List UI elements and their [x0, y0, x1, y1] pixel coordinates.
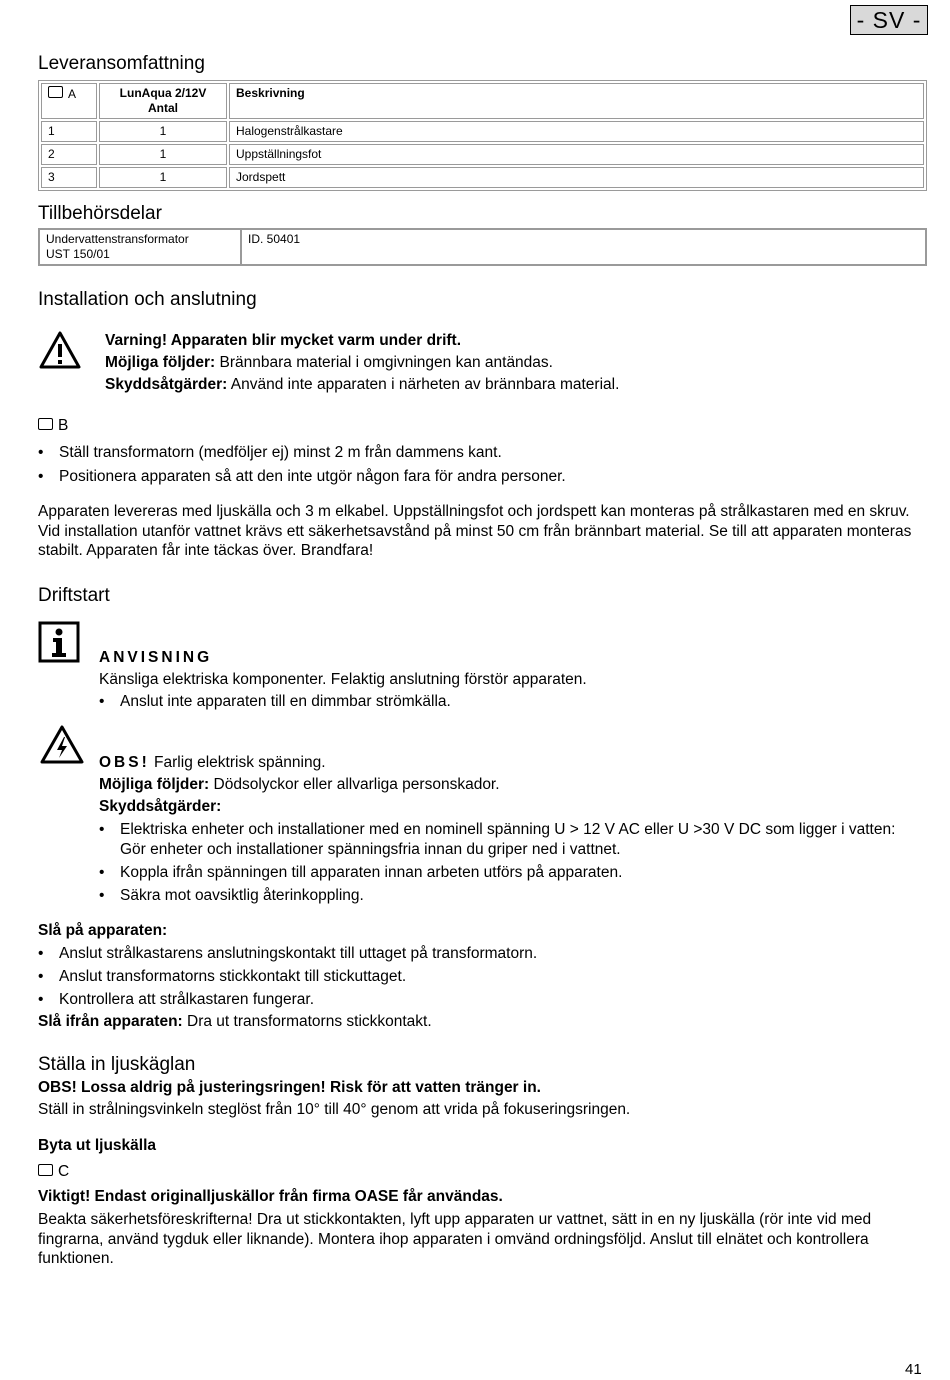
page-number: 41 — [905, 1361, 922, 1378]
accessory-id: ID. 50401 — [241, 229, 926, 265]
caution-title: OBS! Farlig elektrisk spänning. — [99, 754, 326, 771]
accessories-heading: Tillbehörsdelar — [38, 203, 162, 224]
table-row — [41, 167, 924, 188]
description-header: Beskrivning — [229, 83, 924, 119]
heat-consequences: Möjliga följder: Brännbara material i omgivningen kan antändas. — [105, 354, 553, 371]
accessories-table — [38, 228, 927, 266]
list-item: • Anslut inte apparaten till en dimmbar strömkälla. — [99, 693, 451, 710]
list-item: • Ställ transformatorn (medföljer ej) minst 2 m från dammens kant. — [38, 444, 502, 461]
installation-heading: Installation och anslutning — [38, 289, 257, 310]
pos-cell: 1 — [41, 121, 97, 142]
figure-box-icon — [38, 1164, 53, 1176]
qty-cell: 1 — [99, 121, 227, 142]
desc-cell: Halogenstrålkastare — [229, 121, 924, 142]
lamp-warning: Viktigt! Endast originalljuskällor från firma OASE får användas. — [38, 1188, 503, 1205]
switch-off-line: Slå ifrån apparaten: Dra ut transformatorns stickkontakt. — [38, 1013, 432, 1030]
qty-cell: 1 — [99, 167, 227, 188]
heat-warning-title: Varning! Apparaten blir mycket varm under drift. — [105, 332, 462, 349]
figure-box-icon — [38, 418, 53, 430]
table-row — [39, 229, 926, 265]
pos-cell: 3 — [41, 167, 97, 188]
table-header-row — [41, 83, 924, 119]
lamp-heading: Byta ut ljuskälla — [38, 1137, 157, 1154]
desc-cell: Uppställningsfot — [229, 144, 924, 165]
warning-triangle-icon — [38, 330, 82, 370]
beam-text: Ställ in strålningsvinkeln steglöst från 10° till 40° genom att vrida på fokuseringsringen. — [38, 1101, 631, 1118]
scope-heading: Leveransomfattning — [38, 53, 205, 74]
heat-measures: Skyddsåtgärder: Använd inte apparaten i närheten av brännbara material. — [105, 376, 620, 393]
switch-on-label: Slå på apparaten: — [38, 922, 168, 939]
list-item: • Koppla ifrån spänningen till apparaten innan arbeten utförs på apparaten. — [99, 864, 623, 881]
electric-hazard-icon — [39, 724, 85, 766]
installation-paragraph: Apparaten levereras med ljuskälla och 3 m elkabel. Uppställningsfot och jordspett kan monteras på strålkastaren med en skruv. Vid installation utanför vattnet krävs ett säkerhetsavstånd på minst 50 cm från brännbart material. Se till att apparaten monteras stabilt. Apparaten får inte täckas över. Brandfara! — [38, 503, 912, 559]
desc-cell: Jordspett — [229, 167, 924, 188]
scope-table — [38, 80, 927, 191]
qty-cell: 1 — [99, 144, 227, 165]
figure-ref-cell: A — [41, 83, 97, 119]
beam-warning: OBS! Lossa aldrig på justeringsringen! Risk för att vatten tränger in. — [38, 1079, 541, 1096]
caution-consequences: Möjliga följder: Dödsolyckor eller allvarliga personskador. — [99, 776, 500, 793]
list-item: • Anslut transformatorns stickkontakt till stickuttaget. — [38, 968, 407, 985]
list-item: • Elektriska enheter och installationer med en nominell spänning U > 12 V AC eller U >30 V DC som ligger i vatten: Gör enheter och installationer spänningsfria innan du griper ned i vattnet. — [99, 821, 896, 858]
list-item: • Anslut strålkastarens anslutningskontakt till uttaget på transformatorn. — [38, 945, 538, 962]
info-icon — [38, 621, 80, 663]
lamp-text: Beakta säkerhetsföreskrifterna! Dra ut stickkontakten, lyft upp apparaten ur vattnet, sätt in en ny ljuskälla (rör inte vid med fingrarna, använd tygduk eller liknande). Montera ihop apparaten i omvänd ordningsföljd. Anslut till elnätet och kontrollera funktionen. — [38, 1211, 872, 1267]
note-title: ANVISNING — [99, 649, 213, 666]
caution-measures-label: Skyddsåtgärder: — [99, 798, 222, 815]
beam-heading: Ställa in ljuskäglan — [38, 1054, 196, 1075]
table-row — [41, 121, 924, 142]
figure-box-icon — [48, 86, 63, 98]
model-header: LunAqua 2/12V Antal — [99, 83, 227, 119]
list-item: • Positionera apparaten så att den inte utgör någon fara för andra personer. — [38, 468, 566, 485]
table-row — [41, 144, 924, 165]
note-text: Känsliga elektriska komponenter. Felaktig anslutning förstör apparaten. — [99, 671, 587, 688]
list-item: • Säkra mot oavsiktlig återinkoppling. — [99, 887, 364, 904]
pos-cell: 2 — [41, 144, 97, 165]
startup-heading: Driftstart — [38, 585, 110, 606]
language-tag: - SV - — [850, 5, 928, 35]
accessory-name: Undervattenstransformator UST 150/01 — [39, 229, 241, 265]
figure-ref-b: B — [38, 416, 68, 435]
list-item: • Kontrollera att strålkastaren fungerar. — [38, 991, 315, 1008]
figure-ref-c: C — [38, 1162, 69, 1181]
